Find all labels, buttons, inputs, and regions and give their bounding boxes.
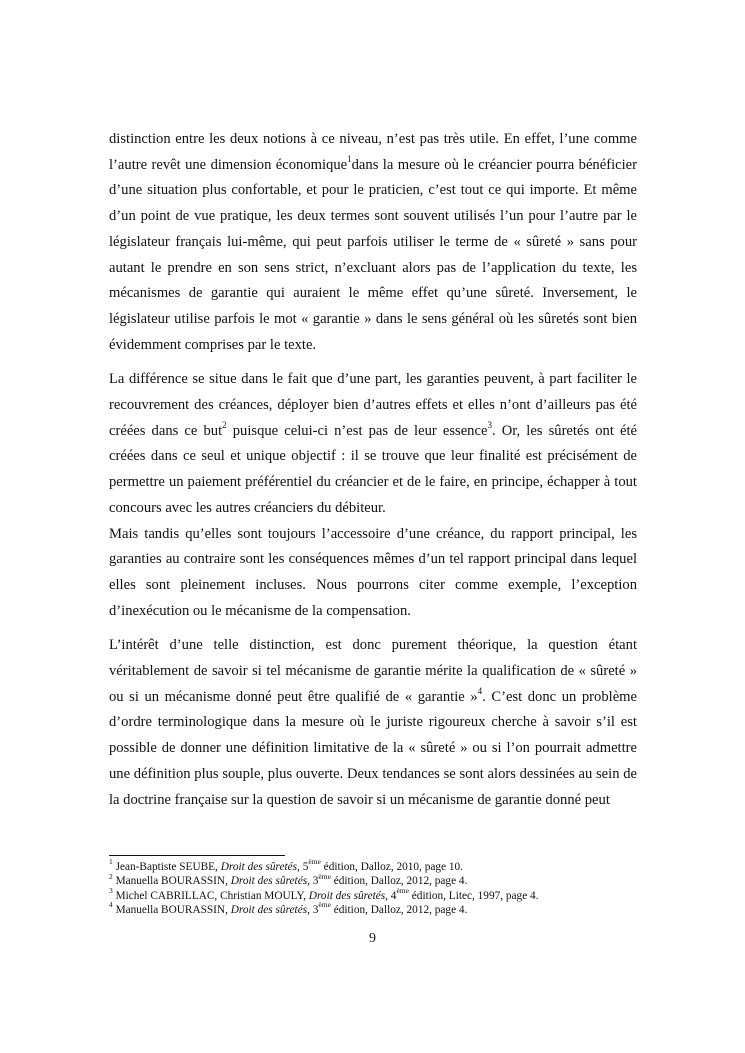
footnote-ref-2[interactable]: 2 <box>222 419 227 430</box>
footnote-separator <box>109 855 285 856</box>
paragraph-1: distinction entre les deux notions à ce niveau, n’est pas très utile. En effet, l’une comme l’autre revêt une dimension économique$^1$dans la mesure où le créancier pourra bénéficier d’une situation plus confortable, et pour le praticien, c’est tout ce qui importe. Et même d’un point de vue pratique, les deux termes sont souvent utilisés l’un pour l’autre par le législateur français lui-même, qui peut parfois utiliser le terme de « sûreté » sans pour autant le prendre en son sens strict, n’excluant alors pas de l’application du texte, les mécanismes de garantie qui auraient le même effet qu’une sûreté. Inversement, le législateur utilise parfois le mot « garantie » dans le sens général où les sûretés sont bien évidemment comprises par le texte. <box>109 131 637 353</box>
footnote-ref-4[interactable]: 4 <box>477 685 483 696</box>
footnote-ref-3[interactable]: 3 <box>487 419 492 430</box>
page-number: 9 <box>369 931 376 946</box>
paragraph-2: La différence se situe dans le fait que d’une part, les garanties peuvent, à part faciliter le recouvrement des créances, déployer bien d’autres effets et elles n’ont d’ailleurs pas été créées dans ce but$^2$ puisque celui-ci n’est pas de leur essence$^3$. Or, les sûretés ont été créées dans ce seul et unique objectif : il se trouve que leur finalité est précisément de permettre un paiement préférentiel du créancier et de le faire, en principe, échapper à tout concours avec les autres créanciers du débiteur. <box>109 371 638 516</box>
footnote-1: $^1$ Jean-Baptiste SEUBE, Droit des sûretés, 5ème édition, Dalloz, 2010, page 10. <box>109 857 463 873</box>
footnote-3: $^3$ Michel CABRILLAC, Christian MOULY, Droit des sûretés, 4ème édition, Litec, 1997, page 4. <box>109 885 539 902</box>
footnote-2: $^2$ Manuella BOURASSIN, Droit des sûretés, 3ème édition, Dalloz, 2012, page 4. <box>109 871 468 888</box>
body-text <box>109 127 637 813</box>
paragraph-4: L’intérêt d’une telle distinction, est donc purement théorique, la question étant véritablement de savoir si tel mécanisme de garantie mérite la qualification de « sûreté » ou si un mécanisme donné peut être qualifié de « garantie »$^4$. C’est donc un problème d’ordre terminologique dans la mesure où le juriste rigoureux cherche à savoir s’il est possible de donner une définition limitative de la « sûreté » ou si l’on pourrait admettre une définition plus souple, plus ouverte. Deux tendances se sont alors dessinées au sein de la doctrine française sur la question de savoir si un mécanisme de garantie donné peut <box>109 637 637 808</box>
footnotes <box>109 857 669 917</box>
footnote-ref-1[interactable]: 1 <box>347 153 352 164</box>
paragraph-3: Mais tandis qu’elles sont toujours l’accessoire d’une créance, du rapport principal, les garanties au contraire sont les conséquences mêmes d’un tel rapport principal dans lequel elles sont pleinement incluses. Nous pourrons citer comme exemple, l’exception d’inexécution ou le mécanisme de la compensation. <box>109 525 637 619</box>
footnote-4: $^4$ Manuella BOURASSIN, Droit des sûretés, 3ème édition, Dalloz, 2012, page 4. <box>109 900 468 916</box>
